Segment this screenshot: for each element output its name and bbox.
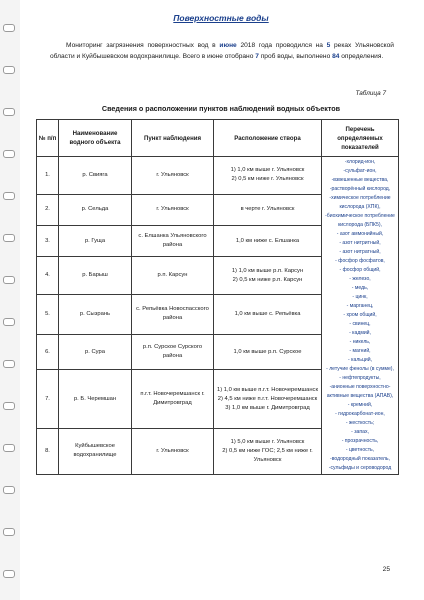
parameter-item: -взвешенные вещества,	[331, 177, 389, 183]
water-object: р. Сура	[59, 334, 132, 370]
location-cell	[214, 370, 322, 429]
water-object: р. Б. Черемшан	[59, 370, 132, 429]
location-line: 3) 1,0 км выше г. Димитровград	[225, 404, 310, 411]
water-object: р. Свияга	[59, 157, 132, 195]
location-line: 2) 0,5 км ниже р.п. Карсун	[232, 276, 303, 283]
parameter-item: - запах,	[351, 429, 369, 435]
location-line: в черте г. Ульяновск	[240, 206, 295, 213]
row-number: 5.	[37, 295, 59, 335]
parameter-item: - летучие фенолы (в сумме),	[326, 366, 394, 372]
parameter-item: - кремний,	[347, 402, 373, 408]
intro-paragraph: Мониторинг загрязнения поверхностных вод в июне 2018 года проводился на 5 реках Ульяновской области и Куйбышевском водохранилище. Всего в июне отобрано 7 проб воды, выполнено 84 определения.	[50, 42, 394, 60]
location-cell	[214, 428, 322, 474]
binder-hole	[3, 486, 15, 494]
binder-hole	[3, 318, 15, 326]
parameter-item: - марганец,	[346, 303, 374, 309]
parameter-item: -водородный показатель,	[330, 456, 390, 462]
binder-strip	[0, 0, 20, 600]
parameter-item: - фосфор общий,	[339, 267, 381, 273]
table-number: Таблица 7	[355, 90, 386, 97]
parameter-item: - азот аммонийный,	[336, 231, 384, 237]
binder-hole	[3, 192, 15, 200]
document-page	[22, 0, 420, 600]
location-line: 1) 1,0 км выше п.г.т. Новочеремшанск	[216, 386, 318, 393]
row-number: 3.	[37, 226, 59, 257]
location-line: 2) 0,5 км ниже ГОС; 2,5 км ниже г. Ульяновск	[222, 447, 313, 463]
parameters-list-cell	[322, 157, 399, 475]
location-line: 1,0 км выше с. Репьёвка	[234, 310, 301, 317]
table-caption: Сведения о расположении пунктов наблюдений водных объектов	[101, 104, 341, 113]
parameter-item: - азот нитратный,	[339, 249, 381, 255]
row-number: 7.	[37, 370, 59, 429]
row-number: 2.	[37, 194, 59, 225]
binder-hole	[3, 444, 15, 452]
observation-point: с. Елшанка Ульяновского района	[132, 226, 214, 257]
parameter-item: -растворённый кислород,	[329, 186, 391, 192]
parameter-item: - хром общий,	[343, 312, 377, 318]
header-params: Перечень определяемых показателей	[322, 120, 399, 157]
parameter-item: -анионные поверхностно-активные вещества (АПАВ),	[326, 384, 394, 399]
binder-hole	[3, 150, 15, 158]
location-line: 1) 1,0 км выше р.п. Карсун	[231, 267, 304, 274]
row-number: 1.	[37, 157, 59, 195]
parameter-item: - нефтепродукты,	[339, 375, 381, 381]
parameter-item: - цветность,	[345, 447, 375, 453]
water-object: р. Гуща	[59, 226, 132, 257]
location-cell	[214, 194, 322, 225]
section-title: Поверхностные воды	[173, 13, 269, 23]
parameter-item: -химическое потребление кислорода (ХПК),	[329, 195, 391, 210]
row-number: 8.	[37, 428, 59, 474]
water-object: Куйбышевское водохранилище	[59, 428, 132, 474]
location-cell	[214, 157, 322, 195]
parameter-item: -биохимическое потребление кислорода (БПК5),	[325, 213, 395, 228]
parameter-item: - фосфор фосфатов,	[335, 258, 385, 264]
parameter-item: - гидрокарбонат-ион,	[335, 411, 385, 417]
location-line: 1) 5,0 км выше г. Ульяновск	[230, 438, 305, 445]
row-number: 4.	[37, 257, 59, 295]
parameter-item: - никель,	[349, 339, 371, 345]
table-header-row	[37, 120, 399, 157]
water-object: р. Барыш	[59, 257, 132, 295]
parameter-item: - цинк,	[352, 294, 368, 300]
location-line: 1,0 км ниже с. Елшанка	[235, 237, 300, 244]
parameter-item: -хлорид-ион,	[344, 159, 376, 165]
binder-hole	[3, 66, 15, 74]
location-cell	[214, 257, 322, 295]
location-line: 2) 0,5 км ниже г. Ульяновск	[231, 176, 304, 183]
monitoring-points-table	[36, 119, 399, 475]
header-point: Пункт наблюдения	[132, 120, 214, 157]
table-row	[37, 157, 399, 195]
parameter-item: - жесткость;	[345, 420, 375, 426]
binder-hole	[3, 402, 15, 410]
observation-point: с. Репьёвка Новоспасского района	[132, 295, 214, 335]
water-object: р. Сельда	[59, 194, 132, 225]
binder-hole	[3, 570, 15, 578]
parameter-item: -сульфат-ион,	[343, 168, 377, 174]
location-line: 1,0 км выше р.п. Сурское	[233, 348, 302, 355]
parameter-item: - медь,	[351, 285, 369, 291]
parameter-item: - магний,	[349, 348, 371, 354]
observation-point: р.п. Карсун	[132, 257, 214, 295]
parameter-item: - кальций,	[348, 357, 372, 363]
parameter-item: - свинец,	[349, 321, 371, 327]
location-cell	[214, 334, 322, 370]
binder-hole	[3, 234, 15, 242]
parameter-item: -сульфиды и сероводород	[328, 465, 392, 471]
observation-point: г. Ульяновск	[132, 428, 214, 474]
location-line: 2) 4,5 км ниже п.г.т. Новочеремшанск	[217, 395, 318, 402]
header-num: № п/п	[37, 120, 59, 157]
observation-point: п.г.т. Новочеремшанск г. Димитровград	[132, 370, 214, 429]
binder-hole	[3, 360, 15, 368]
water-object: р. Сызрань	[59, 295, 132, 335]
observation-point: р.п. Сурское Сурского района	[132, 334, 214, 370]
observation-point: г. Ульяновск	[132, 157, 214, 195]
header-location: Расположение створа	[214, 120, 322, 157]
location-cell	[214, 295, 322, 335]
binder-hole	[3, 108, 15, 116]
parameter-item: - кадмий,	[349, 330, 371, 336]
binder-hole	[3, 528, 15, 536]
parameter-item: - железо,	[349, 276, 371, 282]
header-object: Наименование водного объекта	[59, 120, 132, 157]
page-number: 25	[382, 566, 390, 573]
location-cell	[214, 226, 322, 257]
parameter-item: - прозрачность,	[341, 438, 379, 444]
binder-hole	[3, 24, 15, 32]
observation-point: г. Ульяновск	[132, 194, 214, 225]
binder-hole	[3, 276, 15, 284]
parameter-item: - азот нитритный,	[339, 240, 381, 246]
location-line: 1) 1,0 км выше г. Ульяновск	[230, 167, 305, 174]
row-number: 6.	[37, 334, 59, 370]
